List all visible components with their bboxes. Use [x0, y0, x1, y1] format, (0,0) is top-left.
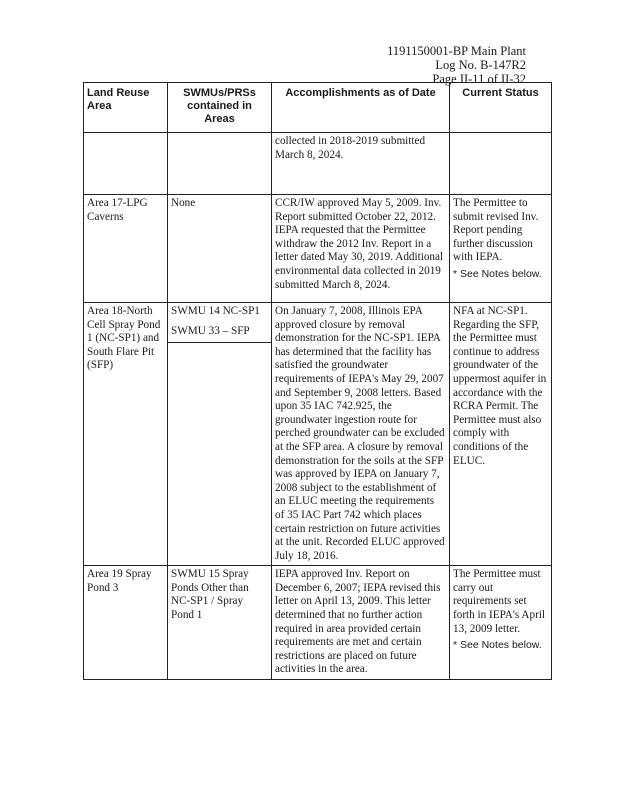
cell-accomplishments: IEPA approved Inv. Report on December 6, 2007; IEPA revised this letter on April 13, 2009. This letter determined that no further action required in area provided certain requirements are met and certain restrictions are placed on future activities in the area.: [272, 566, 450, 680]
table-row: [84, 566, 552, 680]
cell-accomplishments: collected in 2018-2019 submitted March 8, 2024.: [272, 133, 450, 195]
cell-status: [450, 195, 552, 303]
cell-swmu: None: [168, 195, 272, 303]
table-header-row: [84, 83, 552, 133]
swmu-entry: SWMU 33 – SFP: [168, 323, 271, 344]
log-number: Log No. B-147R2: [435, 58, 526, 72]
cell-status: NFA at NC-SP1. Regarding the SFP, the Permittee must continue to address groundwater of the uppermost aquifer in accordance with the RCRA Permit. The Permittee must also comply with conditions of the ELUC.: [450, 303, 552, 566]
page-number: Page II-11 of II-32: [432, 72, 526, 86]
column-header-area: Land Reuse Area: [84, 83, 168, 133]
notes-reference: * See Notes below.: [453, 267, 542, 280]
land-reuse-table: [83, 82, 552, 680]
table-row: [84, 303, 552, 566]
table-row: [84, 133, 552, 195]
cell-area: Area 19 Spray Pond 3: [84, 566, 168, 680]
cell-swmu: [168, 303, 272, 566]
cell-area: Area 18-North Cell Spray Pond 1 (NC-SP1) and South Flare Pit (SFP): [84, 303, 168, 566]
document-id: 1191150001-BP Main Plant: [387, 44, 526, 58]
notes-reference: * See Notes below.: [453, 639, 542, 652]
cell-accomplishments: CCR/IW approved May 5, 2009. Inv. Report submitted October 22, 2012. IEPA requested that the Permittee withdraw the 2012 Inv. Report in a letter dated May 30, 2019. Additional environmental data collected in 2019 submitted March 8, 2024.: [272, 195, 450, 303]
status-text: The Permittee must carry out requirements set forth in IEPA's April 13, 2009 letter.: [453, 568, 546, 635]
table-row: [84, 195, 552, 303]
cell-swmu: [168, 133, 272, 195]
swmu-entry: SWMU 14 NC-SP1: [171, 305, 260, 317]
page-header: [387, 44, 526, 86]
cell-accomplishments: On January 7, 2008, Illinois EPA approved closure by removal demonstration for the NC-SP1. IEPA has determined that the facility has satisfied the groundwater requirements of IEPA's May 29, 2007 and September 9, 2008 letters. Based upon 35 IAC 742.925, the groundwater ingestion route for perched groundwater can be excluded at the SFP area. A closure by removal demonstration for the soils at the SFP was approved by IEPA on January 7, 2008 subject to the establishment of an ELUC meeting the requirements of 35 IAC Part 742 which places certain restriction on future activities at the unit. Recorded ELUC approved July 18, 2016.: [272, 303, 450, 566]
column-header-accomplishments: Accomplishments as of Date: [272, 83, 450, 133]
status-text: The Permittee to submit revised Inv. Report pending further discussion with IEPA.: [453, 197, 539, 264]
cell-area: Area 17-LPG Caverns: [84, 195, 168, 303]
cell-status: [450, 566, 552, 680]
cell-area: [84, 133, 168, 195]
cell-swmu: SWMU 15 Spray Ponds Other than NC-SP1 / Spray Pond 1: [168, 566, 272, 680]
column-header-swmus: SWMUs/PRSs contained in Areas: [168, 83, 272, 133]
cell-status: [450, 133, 552, 195]
column-header-status: Current Status: [450, 83, 552, 133]
